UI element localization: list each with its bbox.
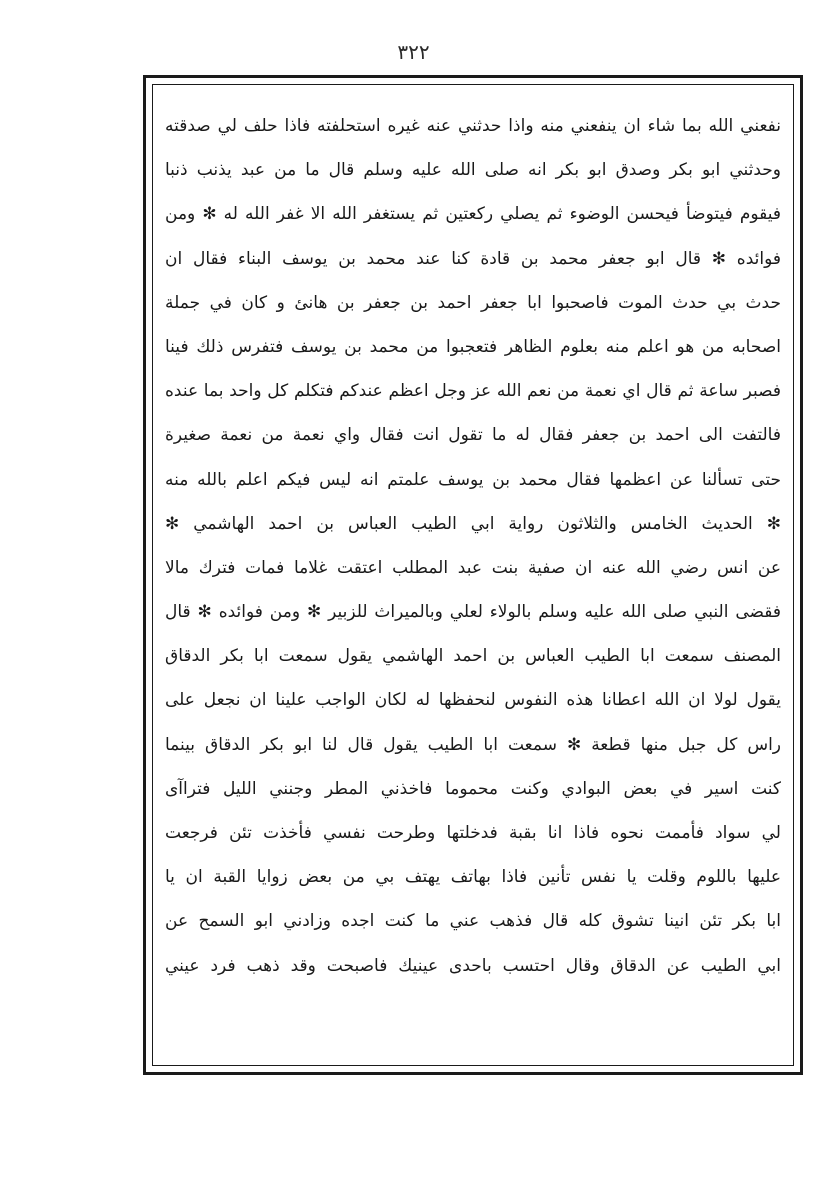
text-line: فوائده ✻ قال ابو جعفر محمد بن قادة كنا عند محمد بن يوسف البناء فقال ان: [165, 248, 781, 269]
text-line: حتى تسألنا عن اعظمها فقال محمد بن يوسف علمتم انه ليس فيكم اعلم بالله منه: [165, 469, 781, 490]
manuscript-text-block: [165, 104, 781, 988]
page-number: ٣٢٢: [397, 40, 430, 64]
text-line: ابي الطيب عن الدقاق وقال احتسب باحدى عينيك فاصبحت وقد ذهب فرد عيني: [165, 955, 781, 976]
text-line: حدث بي حدث الموت فاصحبوا ابا جعفر احمد بن جعفر بن هانئ و كان في جملة: [165, 292, 781, 313]
text-line: المصنف سمعت ابا الطيب العباس بن احمد الهاشمي يقول سمعت ابا بكر الدقاق: [165, 646, 781, 667]
text-line: فقضى النبي صلى الله عليه وسلم بالولاء لعلي وبالميراث للزبير ✻ ومن فوائده ✻ قال: [165, 602, 781, 623]
section-heading-line: ✻ الحديث الخامس والثلاثون رواية ابي الطيب العباس بن احمد الهاشمي ✻: [165, 513, 781, 534]
text-line: وحدثني ابو بكر وصدق ابو بكر انه صلى الله عليه وسلم قال ما من عبد يذنب ذنبا: [165, 160, 781, 181]
text-line: نفعني الله بما شاء ان ينفعني منه واذا حدثني عنه غيره استحلفته فاذا حلف لي صدقته: [165, 116, 781, 136]
text-line: راس كل جبل منها قطعة ✻ سمعت ابا الطيب يقول قال لنا ابو بكر الدقاق بينما: [165, 734, 781, 755]
text-line: اصحابه من هو اعلم منه بعلوم الظاهر فتعجبوا من محمد بن يوسف فتفرس ذلك فينا: [165, 336, 781, 357]
text-line: ابا بكر تئن انينا تشوق كله قال فذهب عني ما كنت اجده وزادني ابو السمح عن: [165, 911, 781, 932]
text-line: لي سواد فأممت نحوه فاذا انا بقبة فدخلتها وطرحت نفسي فأخذت تئن فرجعت: [165, 823, 781, 843]
text-line: يقول لولا ان الله اعطانا هذه النفوس لنحفظها له لكان الواجب علينا ان نجعل على: [165, 690, 781, 711]
text-line: فالتفت الى احمد بن جعفر فقال له ما تقول انت فقال واي نعمة من نعمة صغيرة: [165, 425, 781, 446]
text-line: كنت اسير في بعض البوادي وكنت محموما فاخذني المطر وجنني الليل فتراآى: [165, 778, 781, 799]
text-line: فصبر ساعة ثم قال اي نعمة من نعم الله عز وجل اعظم عندكم فتكلم كل واحد بما عنده: [165, 381, 781, 402]
text-line: فيقوم فيتوضأ فيحسن الوضوء ثم يصلي ركعتين ثم يستغفر الله الا غفر الله له ✻ ومن: [165, 204, 781, 225]
text-line: عليها باللوم وقلت يا نفس تأنين فاذا بهاتف يهتف بي من بعض زوايا القبة ان يا: [165, 867, 781, 888]
text-line: عن انس رضي الله عنه ان صفية بنت عبد المطلب اعتقت غلاما فمات فترك مالا: [165, 557, 781, 578]
